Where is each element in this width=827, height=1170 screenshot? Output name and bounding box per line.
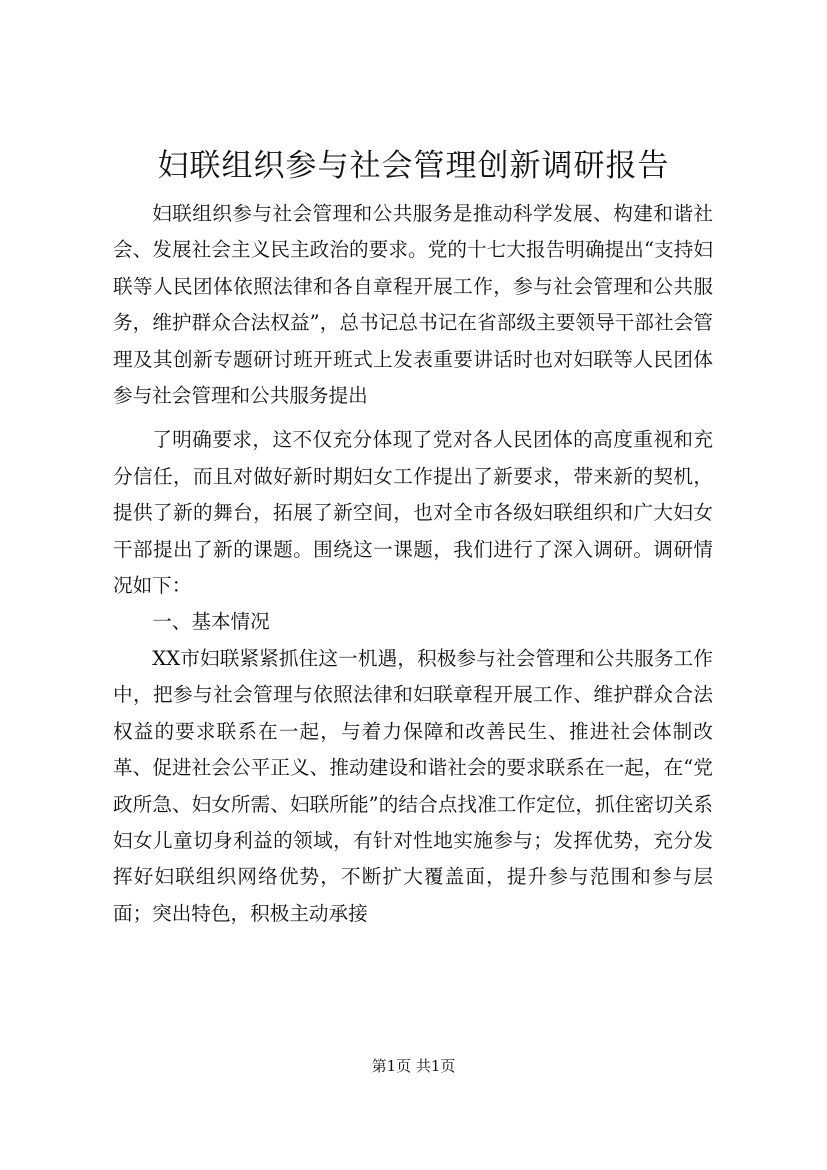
paragraph-requirements: 了明确要求，这不仅充分体现了党对各人民团体的高度重视和充分信任，而且对做好新时期妇女工作提出了新要求，带来新的契机，提供了新的舞台，拓展了新空间，也对全市各级妇联组织和广大妇女干部提出了新的课题。围绕这一课题，我们进行了深入调研。调研情况如下：: [113, 428, 713, 598]
document-title: 妇联组织参与社会管理创新调研报告: [157, 148, 670, 184]
paragraph-intro: 妇联组织参与社会管理和公共服务是推动科学发展、构建和谐社会、发展社会主义民主政治的要求。党的十七大报告明确提出“支持妇联等人民团体依照法律和各自章程开展工作，参与社会管理和公共服务，维护群众合法权益”，总书记总书记在省部级主要领导干部社会管理及其创新专题研讨班开班式上发表重要讲话时也对妇联等人民团体参与社会管理和公共服务提出: [113, 202, 713, 408]
document-body: [113, 196, 713, 932]
paragraph-basic-situation: XX市妇联紧紧抓住这一机遇，积极参与社会管理和公共服务工作中，把参与社会管理与依照法律和妇联章程开展工作、维护群众合法权益的要求联系在一起，与着力保障和改善民生、推进社会体制改革、促进社会公平正义、推动建设和谐社会的要求联系在一起，在“党政所急、妇女所需、妇联所能”的结合点找准工作定位，抓住密切关系妇女儿童切身利益的领域，有针对性地实施参与；发挥优势，充分发挥好妇联组织网络优势，不断扩大覆盖面，提升参与范围和参与层面；突出特色，积极主动承接: [113, 646, 713, 925]
page-number: 第1页 共1页: [371, 1057, 456, 1075]
section-heading-basic-situation: 一、基本情况: [152, 610, 270, 634]
